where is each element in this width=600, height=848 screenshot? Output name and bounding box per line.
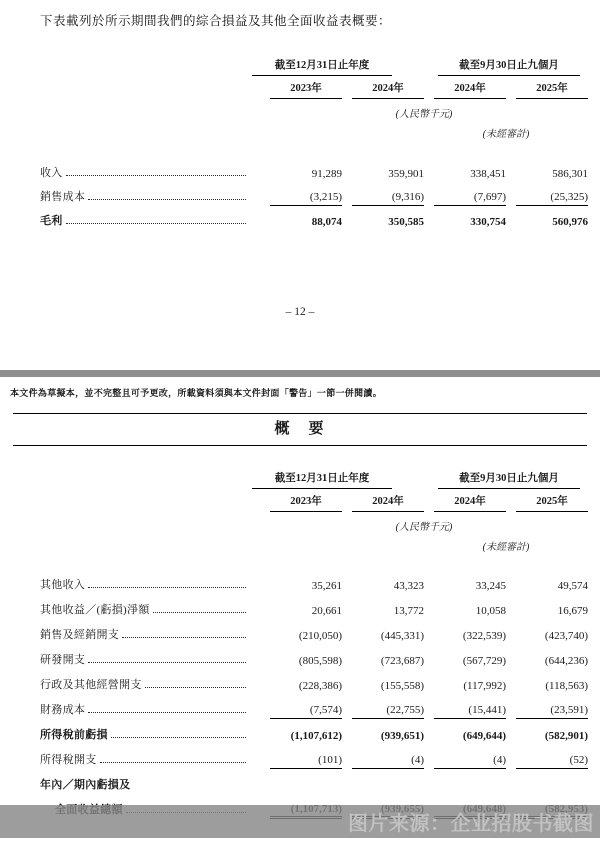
period-header-annual: 截至12月31日止年度 [252, 57, 392, 76]
cell-value: (101) [270, 754, 342, 769]
row-label: 財務成本 [40, 704, 86, 716]
dot-leader [100, 762, 247, 763]
row-label: 其他收入 [40, 579, 86, 591]
table-body [40, 158, 588, 230]
period-header-row [40, 470, 588, 489]
cell-value: (805,598) [298, 655, 342, 667]
cell-value: 10,058 [475, 605, 506, 617]
cell-value: 560,976 [552, 216, 588, 228]
table-row-revenue [40, 158, 588, 182]
cell-value: (7,697) [434, 191, 506, 206]
dot-leader [88, 587, 246, 588]
year-col-2024-9m: 2024年 [434, 493, 506, 512]
table-row-gross-profit [40, 206, 588, 230]
currency-unit-note: (人民幣千元) [395, 522, 453, 533]
table-row-rd-expenses [40, 644, 588, 669]
year-col-2024: 2024年 [352, 80, 424, 99]
row-label: 銷售及經銷開支 [40, 629, 120, 641]
cell-value: (445,331) [380, 630, 424, 642]
cell-value: 586,301 [552, 168, 588, 180]
row-label: 所得稅前虧損 [40, 729, 108, 741]
cell-value: (118,563) [545, 680, 588, 692]
cell-value: (939,651) [380, 730, 424, 742]
dot-leader [66, 223, 246, 224]
row-label: 行政及其他經營開支 [40, 679, 142, 691]
dot-leader [122, 637, 246, 638]
row-label: 收入 [40, 167, 63, 179]
dot-leader [153, 612, 246, 613]
cell-value: (23,591) [516, 704, 588, 719]
table-row-loss-before-tax [40, 719, 588, 744]
cell-value: (4) [434, 754, 506, 769]
period-header-nine-month: 截至9月30日止九個月 [438, 57, 580, 76]
cell-value: (3,215) [270, 191, 342, 206]
year-header-row [40, 493, 588, 512]
cell-value: (25,325) [516, 191, 588, 206]
year-col-2023: 2023年 [270, 493, 342, 512]
draft-disclaimer: 本文件為草擬本，並不完整且可予更改，所載資料須與本文件封面「警告」一節一併閱讀。 [10, 388, 383, 398]
dot-leader [88, 712, 246, 713]
cell-value: (52) [516, 754, 588, 769]
page-1 [0, 0, 600, 370]
year-col-2024: 2024年 [352, 493, 424, 512]
income-summary-table-2 [40, 470, 588, 819]
cell-value: 33,245 [475, 580, 506, 592]
cell-value: (155,558) [380, 680, 424, 692]
table-row-finance-costs [40, 694, 588, 719]
year-col-2024-9m: 2024年 [434, 80, 506, 99]
header-spacer [392, 57, 438, 76]
table-row-total-loss-label [40, 769, 588, 794]
cell-value: 20,661 [311, 605, 342, 617]
cell-value: (644,236) [544, 655, 588, 667]
currency-unit-note: (人民幣千元) [395, 109, 453, 120]
intro-paragraph: 下表載列於所示期間我們的綜合損益及其他全面收益表概要： [40, 14, 392, 28]
period-header-nine-month: 截至9月30日止九個月 [438, 470, 580, 489]
cell-value: (649,644) [462, 730, 506, 742]
watermark-text: 图片来源：企业招股书截图 [348, 813, 594, 835]
unaudited-note: (未經審計) [482, 129, 530, 140]
cell-value: (210,050) [298, 630, 342, 642]
section-title: 概 要 [274, 421, 326, 437]
row-label: 銷售成本 [40, 191, 86, 203]
cell-value: (723,687) [380, 655, 424, 667]
watermark [0, 805, 600, 838]
cell-value: 338,451 [470, 168, 506, 180]
year-col-2025-9m: 2025年 [516, 80, 588, 99]
cell-value: 359,901 [388, 168, 424, 180]
dot-leader [66, 175, 246, 176]
cell-value: (7,574) [270, 704, 342, 719]
dot-leader [111, 737, 246, 738]
year-col-2023: 2023年 [270, 80, 342, 99]
cell-value: (117,992) [463, 680, 506, 692]
cell-value: (22,755) [352, 704, 424, 719]
dot-leader [88, 199, 246, 200]
table-row-other-gains [40, 594, 588, 619]
page-2 [0, 377, 600, 848]
cell-value: (567,729) [462, 655, 506, 667]
year-col-2025-9m: 2025年 [516, 493, 588, 512]
row-label: 所得稅開支 [40, 754, 97, 766]
cell-value: (15,441) [434, 704, 506, 719]
cell-value: (9,316) [352, 191, 424, 206]
row-label: 研發開支 [40, 654, 86, 666]
cell-value: 13,772 [393, 605, 424, 617]
unaudited-note: (未經審計) [482, 542, 530, 553]
page-number: – 12 – [285, 306, 315, 318]
table-body [40, 569, 588, 819]
dot-leader [88, 662, 246, 663]
period-header-annual: 截至12月31日止年度 [252, 470, 392, 489]
table-row-selling-expenses [40, 619, 588, 644]
table-row-income-tax [40, 744, 588, 769]
cell-value: (582,901) [544, 730, 588, 742]
cell-value: 43,323 [393, 580, 424, 592]
cell-value: (423,740) [544, 630, 588, 642]
cell-value: (228,386) [298, 680, 342, 692]
cell-value: 91,289 [311, 168, 342, 180]
dot-leader [145, 687, 246, 688]
cell-value: 35,261 [311, 580, 342, 592]
income-summary-table-1 [40, 57, 588, 230]
table-row-cost-of-sales [40, 182, 588, 206]
cell-value: (1,107,612) [290, 730, 342, 742]
row-label: 年內／期內虧損及 [40, 779, 131, 791]
period-header-row [40, 57, 588, 76]
table-row-admin-expenses [40, 669, 588, 694]
cell-value: 350,585 [388, 216, 424, 228]
cell-value: 16,679 [557, 605, 588, 617]
table-row-other-income [40, 569, 588, 594]
horizontal-rule-top [13, 413, 587, 414]
cell-value: 49,574 [557, 580, 588, 592]
cell-value: (322,539) [462, 630, 506, 642]
horizontal-rule-bottom [13, 445, 587, 446]
row-label: 其他收益／(虧損)淨額 [40, 604, 150, 616]
page-divider [0, 370, 600, 377]
cell-value: (4) [352, 754, 424, 769]
cell-value: 88,074 [311, 216, 342, 228]
header-spacer [392, 470, 438, 489]
row-label: 毛利 [40, 215, 63, 227]
year-header-row [40, 80, 588, 99]
cell-value: 330,754 [470, 216, 506, 228]
